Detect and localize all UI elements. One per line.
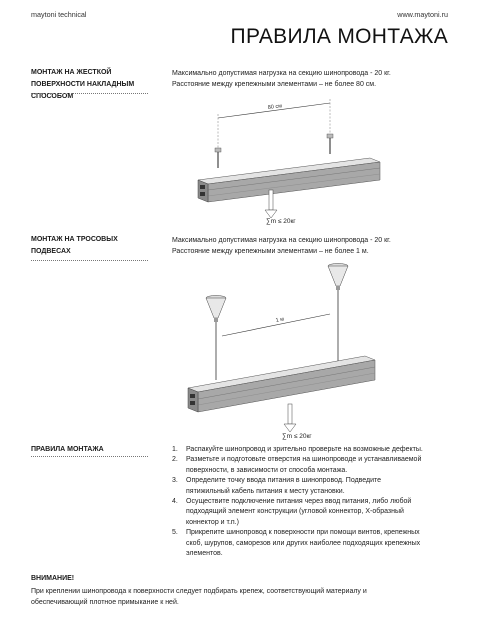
surface-mount-figure bbox=[190, 98, 390, 230]
section2-title: МОНТАЖ НА ТРОСОВЫХ ПОДВЕСАХ bbox=[31, 236, 118, 255]
section1-text: Максимально допустимая нагрузка на секцию шинопровода - 20 кг. Расстояние между крепежными элементами – не более 80 см. bbox=[172, 70, 391, 88]
list-item: 1. Распакуйте шинопровод и зрительно проверьте на возможные дефекты. bbox=[172, 446, 423, 453]
list-item: 5. Прикрепите шинопровод к поверхности при помощи винтов, крепежных скоб, шурупов, саморезов или других наиболее подходящих крепежных элементов. bbox=[172, 529, 421, 558]
section1-title: МОНТАЖ НА ЖЕСТКОЙ ПОВЕРХНОСТИ НАКЛАДНЫМ СПОСОБОМ bbox=[31, 69, 135, 100]
load-limit-label: ∑m ≤ 20кг bbox=[282, 433, 312, 440]
warning-title: ВНИМАНИЕ! bbox=[31, 575, 75, 582]
website-label: www.maytoni.ru bbox=[397, 10, 448, 19]
section2-text: Максимально допустимая нагрузка на секцию шинопровода - 20 кг. Расстояние между крепежными элементами – не более 1 м. bbox=[172, 237, 391, 255]
canopy-right-icon bbox=[328, 264, 348, 291]
load-limit-label: ∑m ≤ 20кг bbox=[266, 218, 296, 225]
cable-suspension-figure bbox=[180, 256, 390, 444]
canopy-left-icon bbox=[206, 296, 226, 323]
page-title: ПРАВИЛА МОНТАЖА bbox=[230, 25, 448, 48]
load-arrow-icon bbox=[284, 404, 296, 432]
section3-divider bbox=[31, 456, 148, 457]
installation-steps-list bbox=[172, 445, 454, 559]
warning-text: При креплении шинопровода к поверхности следует подбирать крепеж, соответствующий материалу и обеспечивающий плотное примыкание к ней. bbox=[31, 588, 367, 606]
section2-divider bbox=[31, 260, 148, 261]
screw-left-icon bbox=[215, 148, 221, 168]
screw-right-icon bbox=[327, 134, 333, 154]
dimension-1m-label: 1 м bbox=[275, 316, 285, 324]
dimension-80cm-label: 80 см bbox=[267, 103, 283, 111]
section3-title: ПРАВИЛА МОНТАЖА bbox=[31, 446, 104, 453]
track-rail bbox=[198, 158, 380, 202]
list-item: 2. Разметьте и подготовьте отверстия на шинопроводе и устанавливаемой поверхности, в зависимости от способа монтажа. bbox=[172, 456, 422, 474]
list-item: 3. Определите точку ввода питания в шинопровод. Подведите пятижильный кабель питания к месту установки. bbox=[172, 477, 382, 495]
brand-label: maytoni technical bbox=[31, 10, 87, 19]
list-item: 4. Осуществите подключение питания через ввод питания, либо любой подходящий элемент конструкции (угловой коннектор, Х-образный коннектор и т.п.) bbox=[172, 498, 412, 526]
section1-divider bbox=[31, 93, 148, 94]
